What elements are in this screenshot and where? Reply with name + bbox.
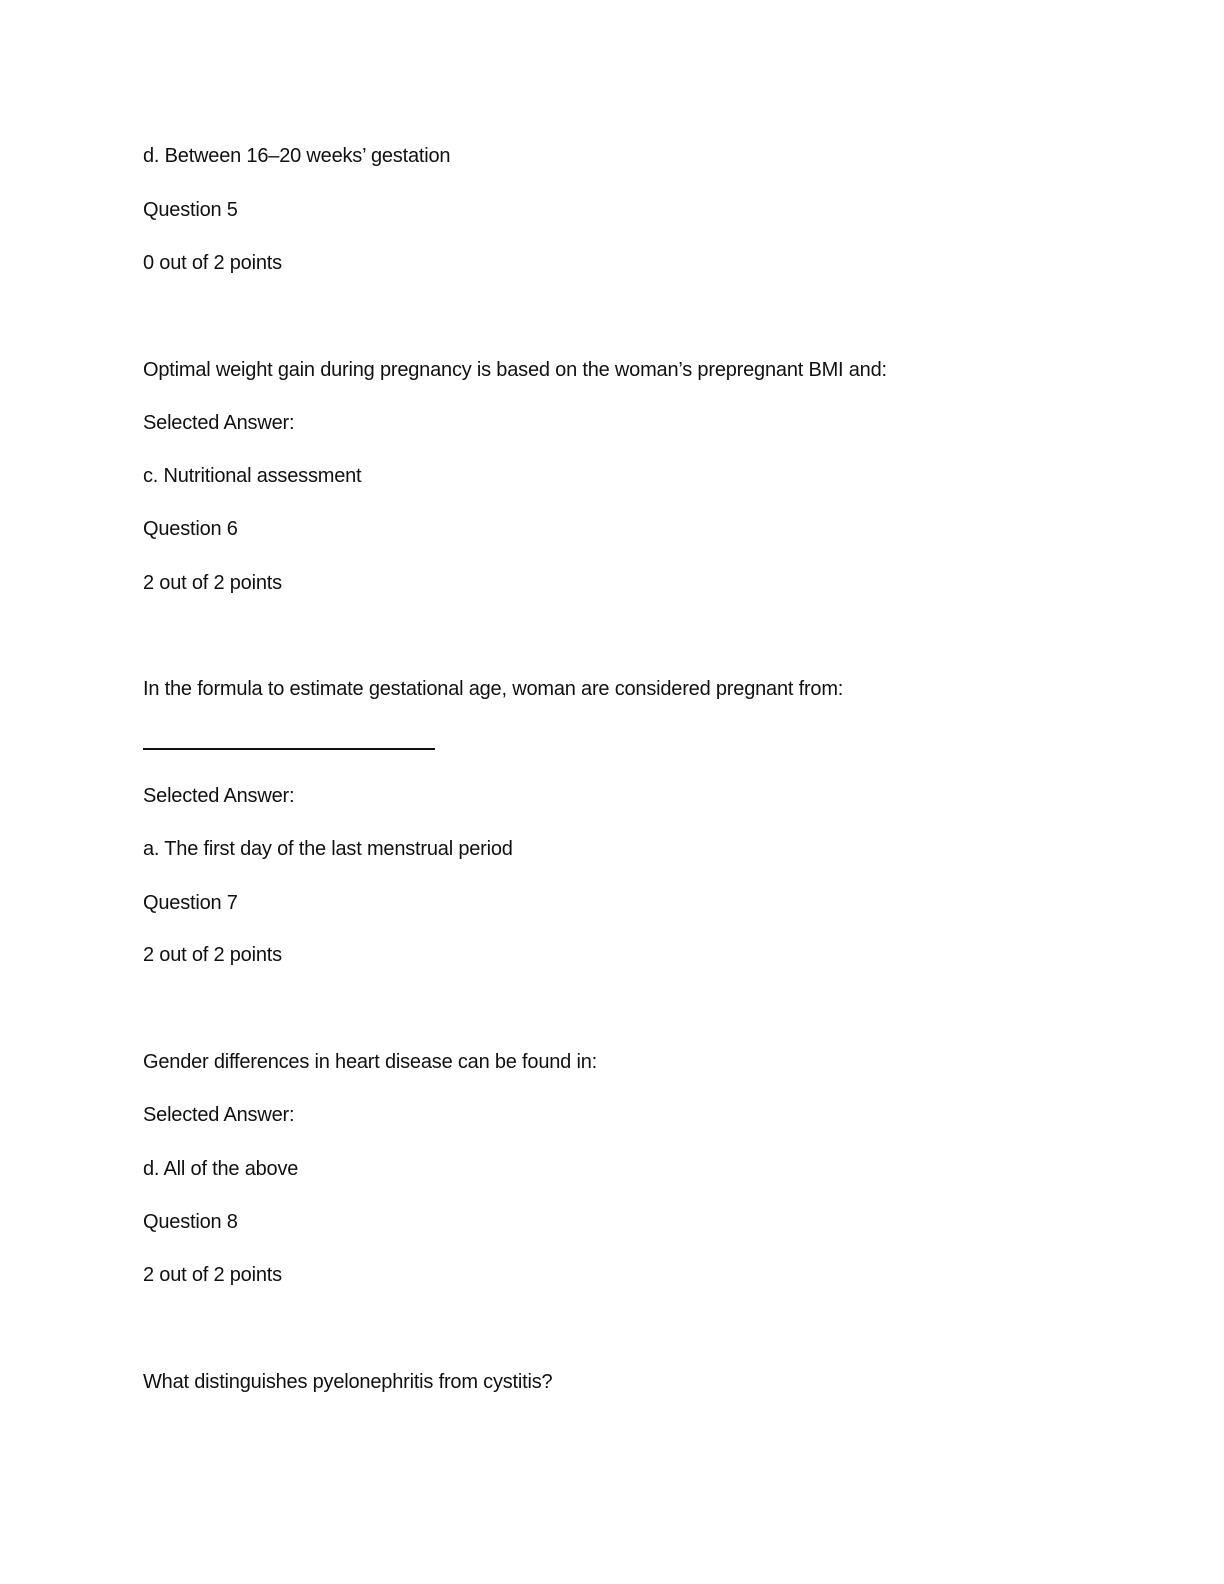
question-8-score: 2 out of 2 points	[143, 1264, 282, 1286]
selected-answer-label: Selected Answer:	[143, 1104, 295, 1126]
question-5-text: Optimal weight gain during pregnancy is based on the woman’s prepregnant BMI and:	[143, 359, 887, 381]
question-6-label: Question 6	[143, 518, 238, 540]
question-7-label: Question 7	[143, 892, 238, 914]
selected-answer-label: Selected Answer:	[143, 412, 295, 434]
selected-answer-label: Selected Answer:	[143, 785, 295, 807]
question-8-label: Question 8	[143, 1211, 238, 1233]
question-5-score: 0 out of 2 points	[143, 252, 282, 274]
answer-option-d: d. Between 16–20 weeks’ gestation	[143, 145, 451, 167]
question-6-text: In the formula to estimate gestational age, woman are considered pregnant from:	[143, 678, 844, 700]
question-5-label: Question 5	[143, 199, 238, 221]
selected-answer: a. The first day of the last menstrual period	[143, 838, 513, 860]
question-6-score: 2 out of 2 points	[143, 572, 282, 594]
selected-answer: d. All of the above	[143, 1158, 299, 1180]
question-7-text: Gender differences in heart disease can be found in:	[143, 1051, 597, 1073]
question-8-text: What distinguishes pyelonephritis from cystitis?	[143, 1371, 553, 1393]
question-7-score: 2 out of 2 points	[143, 944, 282, 966]
selected-answer: c. Nutritional assessment	[143, 465, 362, 487]
fill-in-blank-line	[143, 748, 435, 750]
